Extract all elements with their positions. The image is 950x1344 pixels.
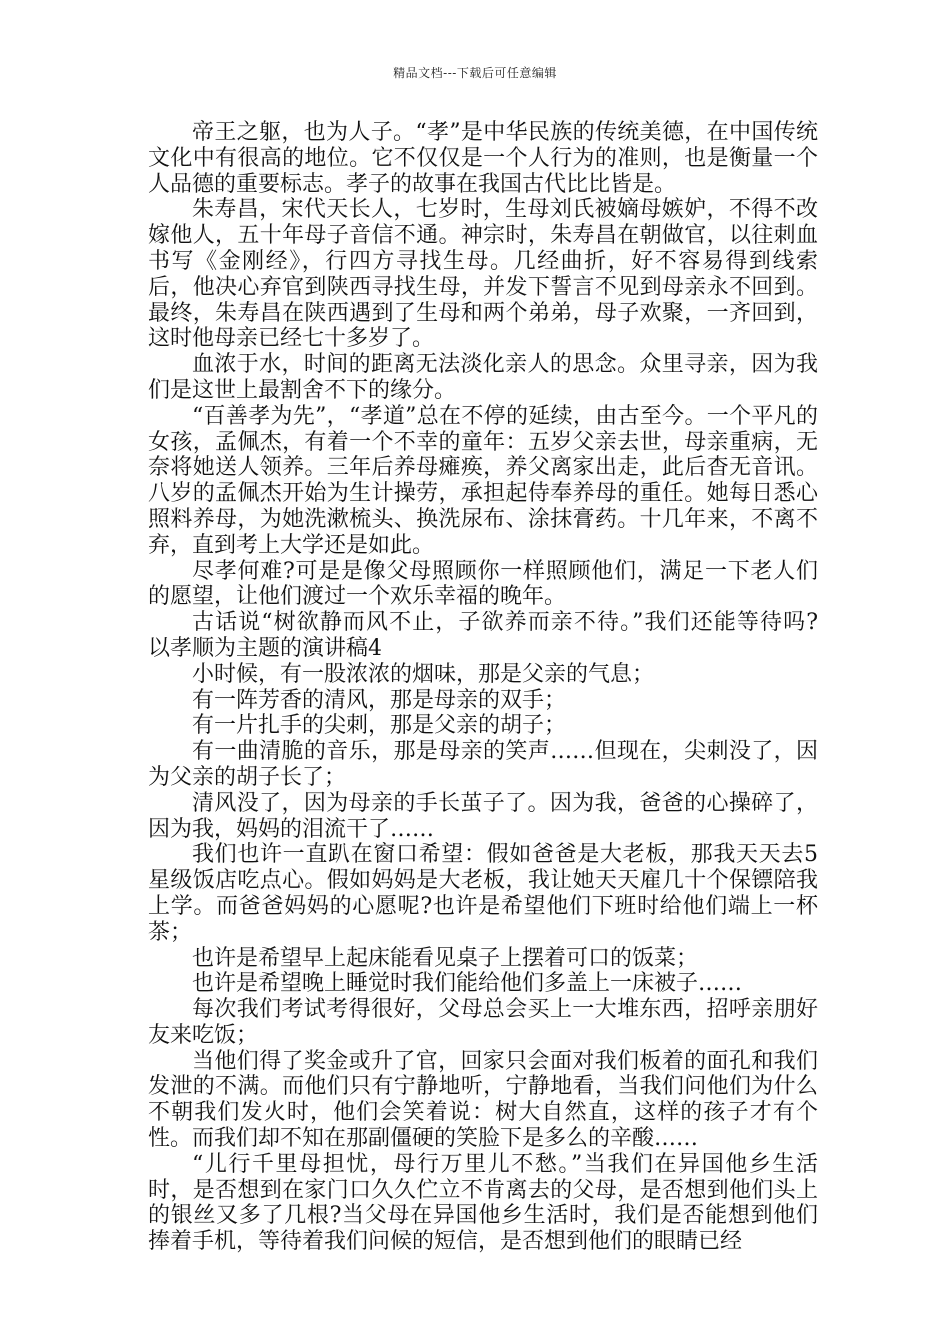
paragraph: 每次我们考试考得很好，父母总会买上一大堆东西，招呼亲朋好友来吃饭； [148, 997, 818, 1048]
paragraph: 有一片扎手的尖刺，那是父亲的胡子； [192, 713, 567, 739]
paragraph: 我们也许一直趴在窗口希望：假如爸爸是大老板，那我天天去5星级饭店吃点心。假如妈妈是大老板，我让她天天雇几十个保镖陪我上学。而爸爸妈妈的心愿呢?也许是希望他们下班时给他们端上一杯茶； [148, 842, 818, 945]
paragraph: 有一阵芳香的清风，那是母亲的双手； [192, 687, 567, 713]
paragraph: “百善孝为先”，“孝道”总在不停的延续，由古至今。一个平凡的女孩，孟佩杰，有着一个不幸的童年：五岁父亲去世，母亲重病，无奈将她送人领养。三年后养母瘫痪，养父离家出走，此后杳无音讯。八岁的孟佩杰开始为生计操劳，承担起侍奉养母的重任。她每日悉心照料养母，为她洗漱梳头、换洗尿布、涂抹膏药。十几年来，不离不弃，直到考上大学还是如此。 [148, 403, 818, 558]
paragraph: 尽孝何难?可是是像父母照顾你一样照顾他们，满足一下老人们的愿望，让他们渡过一个欢乐幸福的晚年。 [148, 558, 818, 610]
paragraph: 当他们得了奖金或升了官，回家只会面对我们板着的面孔和我们发泄的不满。而他们只有宁静地听，宁静地看，当我们问他们为什么不朝我们发火时，他们会笑着说：树大自然直，这样的孩子才有个性。而我们却不知在那副僵硬的笑脸下是多么的辛酸…… [148, 1048, 818, 1152]
paragraph: 有一曲清脆的音乐，那是母亲的笑声……但现在，尖刺没了，因为父亲的胡子长了； [148, 739, 818, 790]
paragraph: 血浓于水，时间的距离无法淡化亲人的思念。众里寻亲，因为我们是这世上最割舍不下的缘分。 [148, 352, 818, 403]
document-body [148, 120, 863, 1255]
paragraph: 也许是希望晚上睡觉时我们能给他们多盖上一床被子…… [192, 971, 743, 997]
paragraph: 朱寿昌，宋代天长人，七岁时，生母刘氏被嫡母嫉妒，不得不改嫁他人，五十年母子音信不通。神宗时，朱寿昌在朝做官，以往刺血书写《金刚经》，行四方寻找生母。几经曲折，好不容易得到线索后，他决心弃官到陕西寻找生母，并发下誓言不见到母亲永不回到。最终，朱寿昌在陕西遇到了生母和两个弟弟，母子欢聚，一齐回到，这时他母亲已经七十多岁了。 [148, 197, 818, 352]
paragraph: 也许是希望早上起床能看见桌子上摆着可口的饭菜； [192, 945, 699, 971]
paragraph: 帝王之躯，也为人子。“孝”是中华民族的传统美德，在中国传统文化中有很高的地位。它不仅仅是一个人行为的准则，也是衡量一个人品德的重要标志。孝子的故事在我国古代比比皆是。 [148, 120, 818, 197]
paragraph: 古话说“树欲静而风不止，子欲养而亲不待。”我们还能等待吗? 以孝顺为主题的演讲稿4 [148, 610, 863, 661]
page-header: 精品文档---下载后可任意编辑 [393, 66, 557, 80]
paragraph: “儿行千里母担忧，母行万里儿不愁。”当我们在异国他乡生活时，是否想到在家门口久久伫立不肯离去的父母，是否想到他们头上的银丝又多了几根?当父母在异国他乡生活时，我们是否能想到他们捧着手机，等待着我们问候的短信，是否想到他们的眼睛已经 [148, 1151, 818, 1255]
paragraph: 清风没了，因为母亲的手长茧子了。因为我，爸爸的心操碎了，因为我，妈妈的泪流干了…… [148, 790, 818, 842]
paragraph: 小时候，有一股浓浓的烟味，那是父亲的气息； [192, 661, 655, 687]
